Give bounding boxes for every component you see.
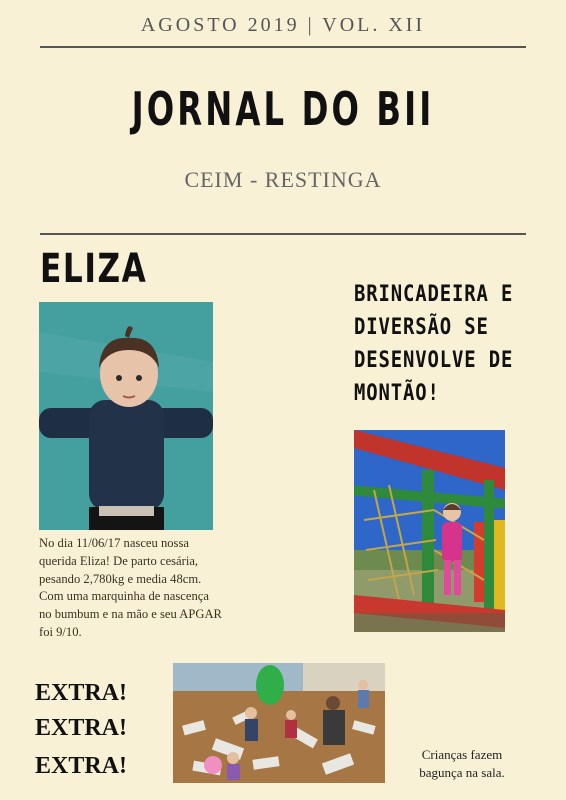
classroom-photo	[173, 663, 385, 783]
extra-headline-2: EXTRA!	[35, 715, 128, 741]
eliza-heading: ELIZA	[40, 246, 148, 292]
play-heading: BRINCADEIRA E DIVERSÃO SE DESENVOLVE DE MONTÃO!	[354, 282, 514, 406]
classroom-photo-caption: Crianças fazem bagunça na sala.	[419, 747, 505, 780]
newspaper-title: JORNAL DO BII	[131, 82, 435, 136]
playground-photo	[354, 430, 505, 632]
top-divider	[40, 46, 526, 48]
eliza-story-text: No dia 11/06/17 nasceu nossa querida Eliza! De parto cesária, pesando 2,780kg e media 48cm. Com uma marquinha de nascença no bumbum e na mão e seu APGAR foi 9/10.	[39, 536, 222, 639]
issue-line: AGOSTO 2019 | VOL. XII	[140, 14, 426, 36]
extra-headline-3: EXTRA!	[35, 753, 128, 779]
newspaper-subtitle: CEIM - RESTINGA	[184, 167, 382, 192]
extra-headline-1: EXTRA!	[35, 680, 128, 706]
eliza-photo	[39, 302, 213, 530]
middle-divider	[40, 233, 526, 235]
